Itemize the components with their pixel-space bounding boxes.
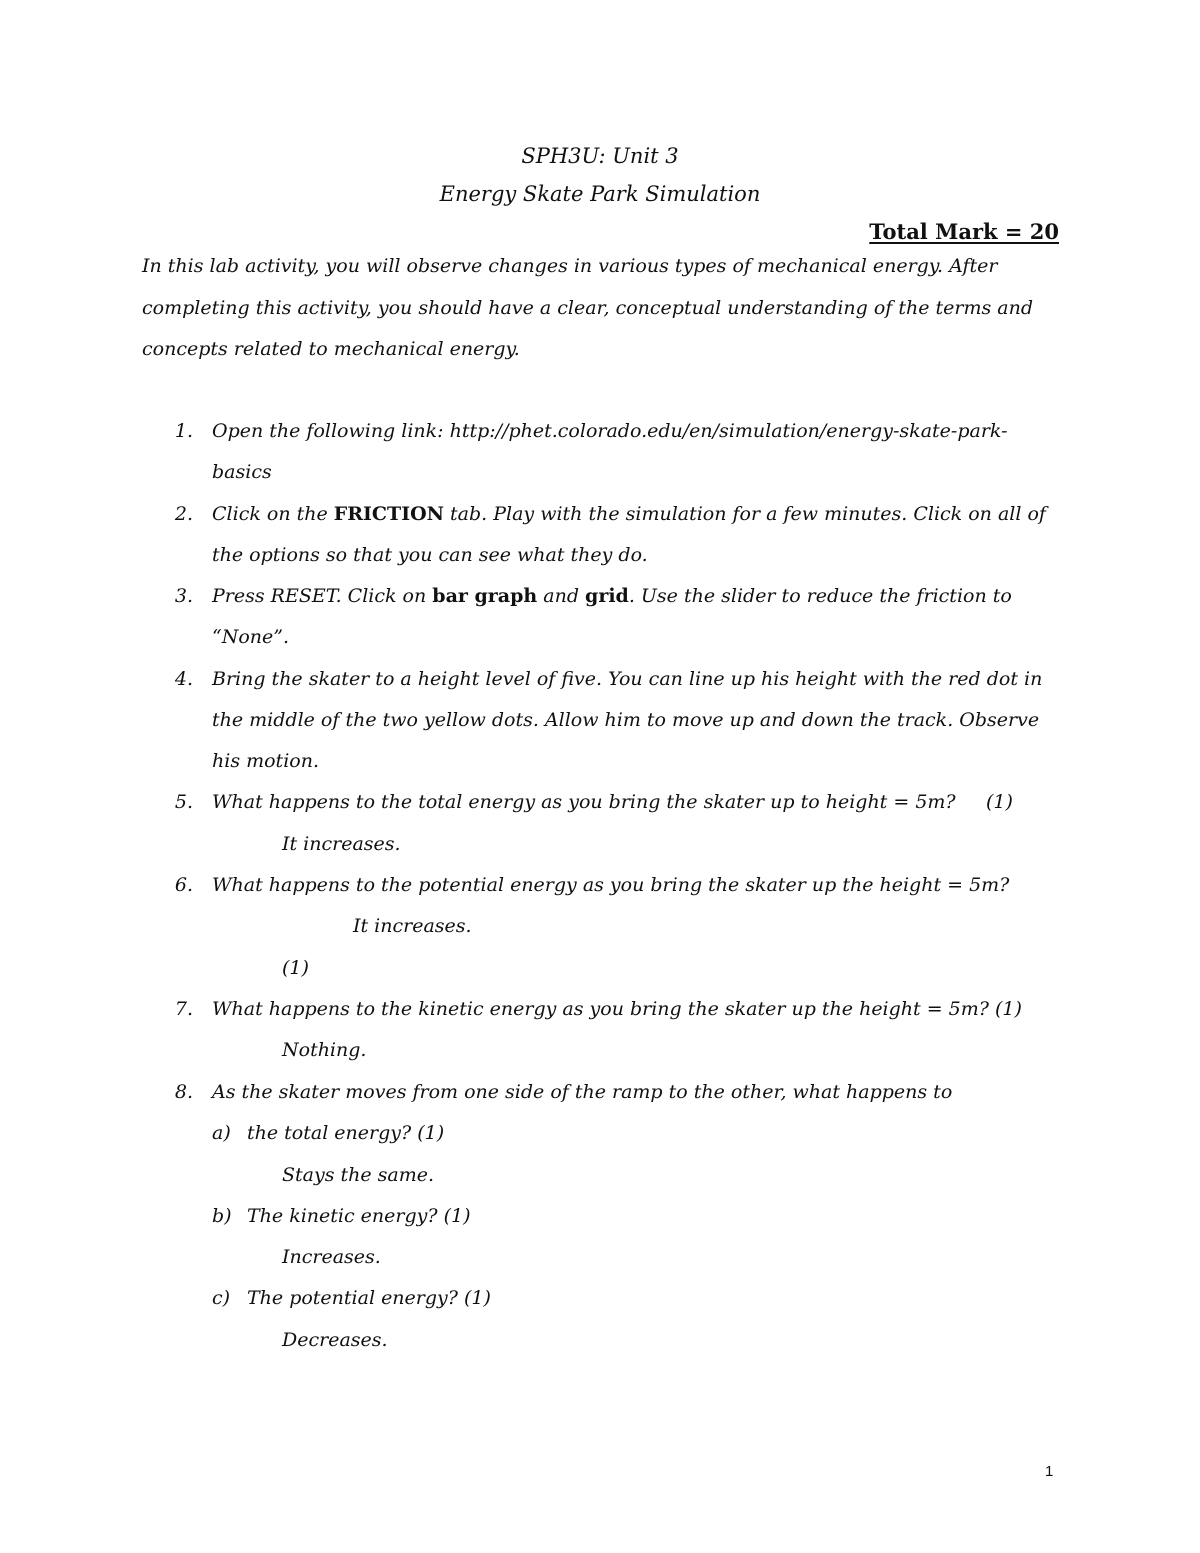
item-4-text: Bring the skater to a height level of five. You can line up his height with the red dot in: [212, 668, 1043, 690]
subitem-c-answer: Decreases.: [282, 1329, 388, 1351]
intro-line-2: completing this activity, you should have a clear, conceptual understanding of the terms and: [142, 297, 1034, 319]
item-1-text-cont: basics: [212, 461, 272, 483]
subitem-c-question: The potential energy? (1): [247, 1287, 491, 1309]
item-number: 5.: [174, 791, 193, 813]
subitem-label: b): [212, 1205, 232, 1227]
item-6-question: What happens to the potential energy as you bring the skater up the height = 5m?: [212, 874, 1010, 896]
item-2-text-cont: the options so that you can see what they do.: [212, 544, 648, 566]
course-code: SPH3U: Unit 3: [521, 144, 679, 168]
item-5-question: What happens to the total energy as you bring the skater up to height = 5m?: [212, 791, 956, 813]
friction-tab-label: FRICTION: [333, 503, 444, 525]
subitem-label: c): [212, 1287, 231, 1309]
item-number: 4.: [174, 668, 193, 690]
item-number: 1.: [174, 420, 193, 442]
item-6-answer: It increases.: [353, 915, 472, 937]
bar-graph-label: bar graph: [432, 585, 538, 607]
subitem-a-question: the total energy? (1): [247, 1122, 445, 1144]
item-5-answer: It increases.: [282, 833, 401, 855]
item-number: 3.: [174, 585, 193, 607]
grid-label: grid: [585, 585, 629, 607]
subitem-b-answer: Increases.: [282, 1246, 381, 1268]
intro-line-3: concepts related to mechanical energy.: [142, 338, 520, 360]
item-8-question: As the skater moves from one side of the ramp to the other, what happens to: [212, 1081, 953, 1103]
total-mark: Total Mark = 20: [869, 219, 1059, 244]
item-6-points: (1): [282, 957, 309, 979]
subitem-b-question: The kinetic energy? (1): [247, 1205, 471, 1227]
item-4-text-cont: his motion.: [212, 750, 319, 772]
item-3-text: Press RESET. Click on bar graph and grid. Use the slider to reduce the friction to: [212, 585, 1012, 607]
page-title: Energy Skate Park Simulation: [439, 182, 761, 206]
item-number: 7.: [174, 998, 193, 1020]
item-number: 6.: [174, 874, 193, 896]
item-1-text: Open the following link: http://phet.colorado.edu/en/simulation/energy-skate-park-: [212, 420, 1008, 442]
item-3-text-cont: “None”.: [212, 626, 290, 648]
item-7-answer: Nothing.: [282, 1039, 367, 1061]
intro-line-1: In this lab activity, you will observe changes in various types of mechanical energy. After: [142, 255, 998, 277]
item-4-text-cont: the middle of the two yellow dots. Allow him to move up and down the track. Observe: [212, 709, 1040, 731]
subitem-a-answer: Stays the same.: [282, 1164, 435, 1186]
item-7-question: What happens to the kinetic energy as you bring the skater up the height = 5m? (1): [212, 998, 1022, 1020]
item-5-points: (1): [986, 791, 1013, 813]
item-2-text: Click on the FRICTION tab. Play with the simulation for a few minutes. Click on all of: [212, 503, 1046, 525]
item-number: 8.: [174, 1081, 193, 1103]
subitem-label: a): [212, 1122, 231, 1144]
item-number: 2.: [174, 503, 193, 525]
page-number: 1: [1045, 1463, 1054, 1480]
